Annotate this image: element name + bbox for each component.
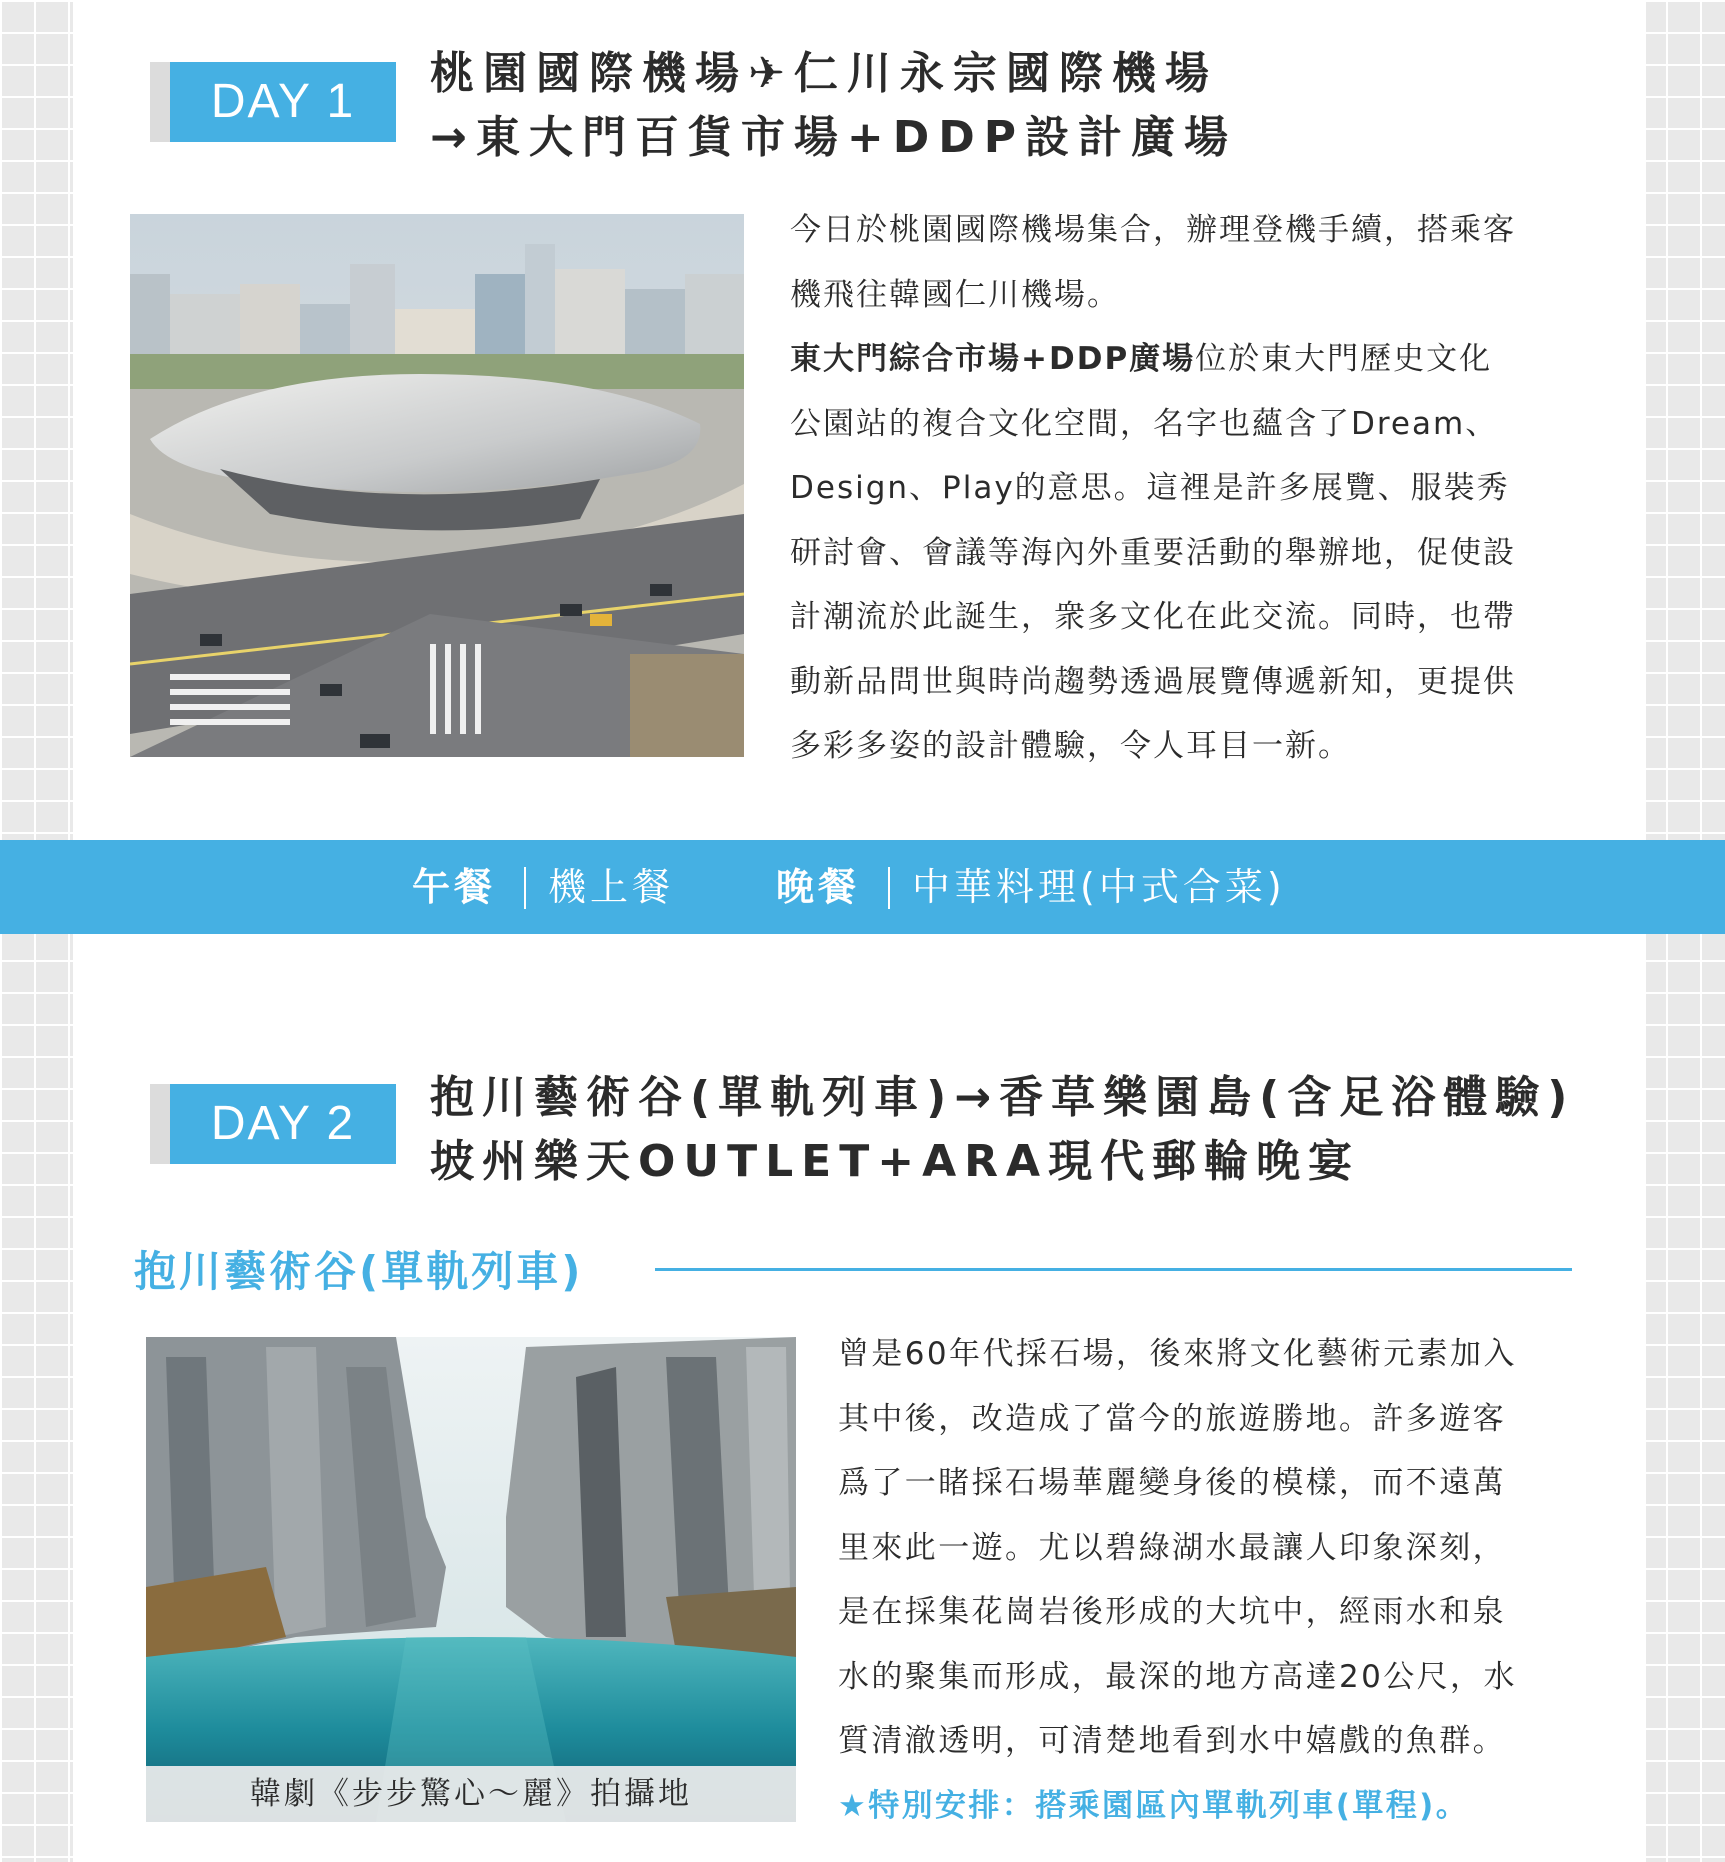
day2-badge-label: DAY 2 [170,1084,396,1164]
day1-highlight-lead: 東大門綜合市場+DDP廣場 [790,341,1196,377]
day1-badge [170,62,396,142]
day1-paragraph-line: 研討會、會議等海內外重要活動的舉辦地，促使設 [790,534,1516,571]
day2-paragraph-line: 其中後，改造成了當今的旅遊勝地。許多遊客 [838,1400,1506,1437]
dinner-label: 晚餐 [776,865,861,909]
lunch-value: 機上餐 [548,865,675,909]
day2-paragraph-line: 是在採集花崗岩後形成的大坑中，經雨水和泉 [838,1594,1506,1630]
day1-paragraph-line: 多彩多姿的設計體驗，令人耳目一新。 [790,728,1351,764]
day2-title-line2: 坡州樂天OUTLET+ARA現代郵輪晚宴 [430,1136,1361,1187]
day1-highlight-line [790,327,1600,392]
section-title-pocheon: 抱川藝術谷(單軌列車) [134,1247,584,1296]
lunch-divider [524,867,526,909]
day2-paragraph-line: 爲了一睹採石場華麗變身後的模樣，而不遠萬 [838,1465,1506,1501]
special-arrangement: ★特別安排：搭乘園區內單軌列車(單程)。 [838,1787,1470,1824]
section-divider-line [655,1268,1572,1271]
day2-paragraph-line: 曾是60年代採石場，後來將文化藝術元素加入 [838,1336,1517,1372]
day2-paragraph-line: 質清澈透明，可清楚地看到水中嬉戲的魚群。 [838,1723,1506,1759]
dinner-divider [888,867,890,909]
lunch-label: 午餐 [412,865,497,909]
day2-paragraph-line: 水的聚集而形成，最深的地方高達20公尺，水 [838,1658,1517,1695]
day2-title [430,1066,1575,1194]
day1-badge-label: DAY 1 [170,62,396,142]
day1-paragraph-line: 動新品問世與時尚趨勢透過展覽傳遞新知，更提供 [790,663,1516,700]
dinner-value: 中華料理(中式合菜) [912,865,1286,909]
day2-title-line1: 抱川藝術谷(單軌列車)→香草樂園島(含足浴體驗) [430,1072,1576,1123]
day1-title-line1: 桃園國際機場✈仁川永宗國際機場 [430,48,1218,99]
day1-title [430,42,1237,170]
quarry-lake-photo [146,1337,796,1822]
day2-paragraph-line: 里來此一遊。尤以碧綠湖水最讓人印象深刻， [838,1529,1506,1566]
meal-band [0,840,1725,934]
photo-caption: 韓劇《步步驚心～麗》拍攝地 [146,1766,796,1822]
day1-paragraph-line: Design、Play的意思。這裡是許多展覽、服裝秀 [790,470,1510,506]
day1-intro-line1: 今日於桃園國際機場集合，辦理登機手續，搭乘客 [790,212,1516,248]
day2-description [838,1322,1598,1838]
day1-highlight-rest: 位於東大門歷史文化 [1195,341,1493,377]
day1-description [790,198,1600,779]
day1-paragraph-line: 公園站的複合文化空間，名字也蘊含了Dream、 [790,405,1499,442]
day1-paragraph-line: 計潮流於此誕生，衆多文化在此交流。同時，也帶 [790,599,1516,635]
day1-title-line2: →東大門百貨市場+DDP設計廣場 [430,112,1238,163]
day1-intro-line2: 機飛往韓國仁川機場。 [790,276,1120,313]
day2-badge [170,1084,396,1164]
ddp-building-photo [130,214,744,757]
